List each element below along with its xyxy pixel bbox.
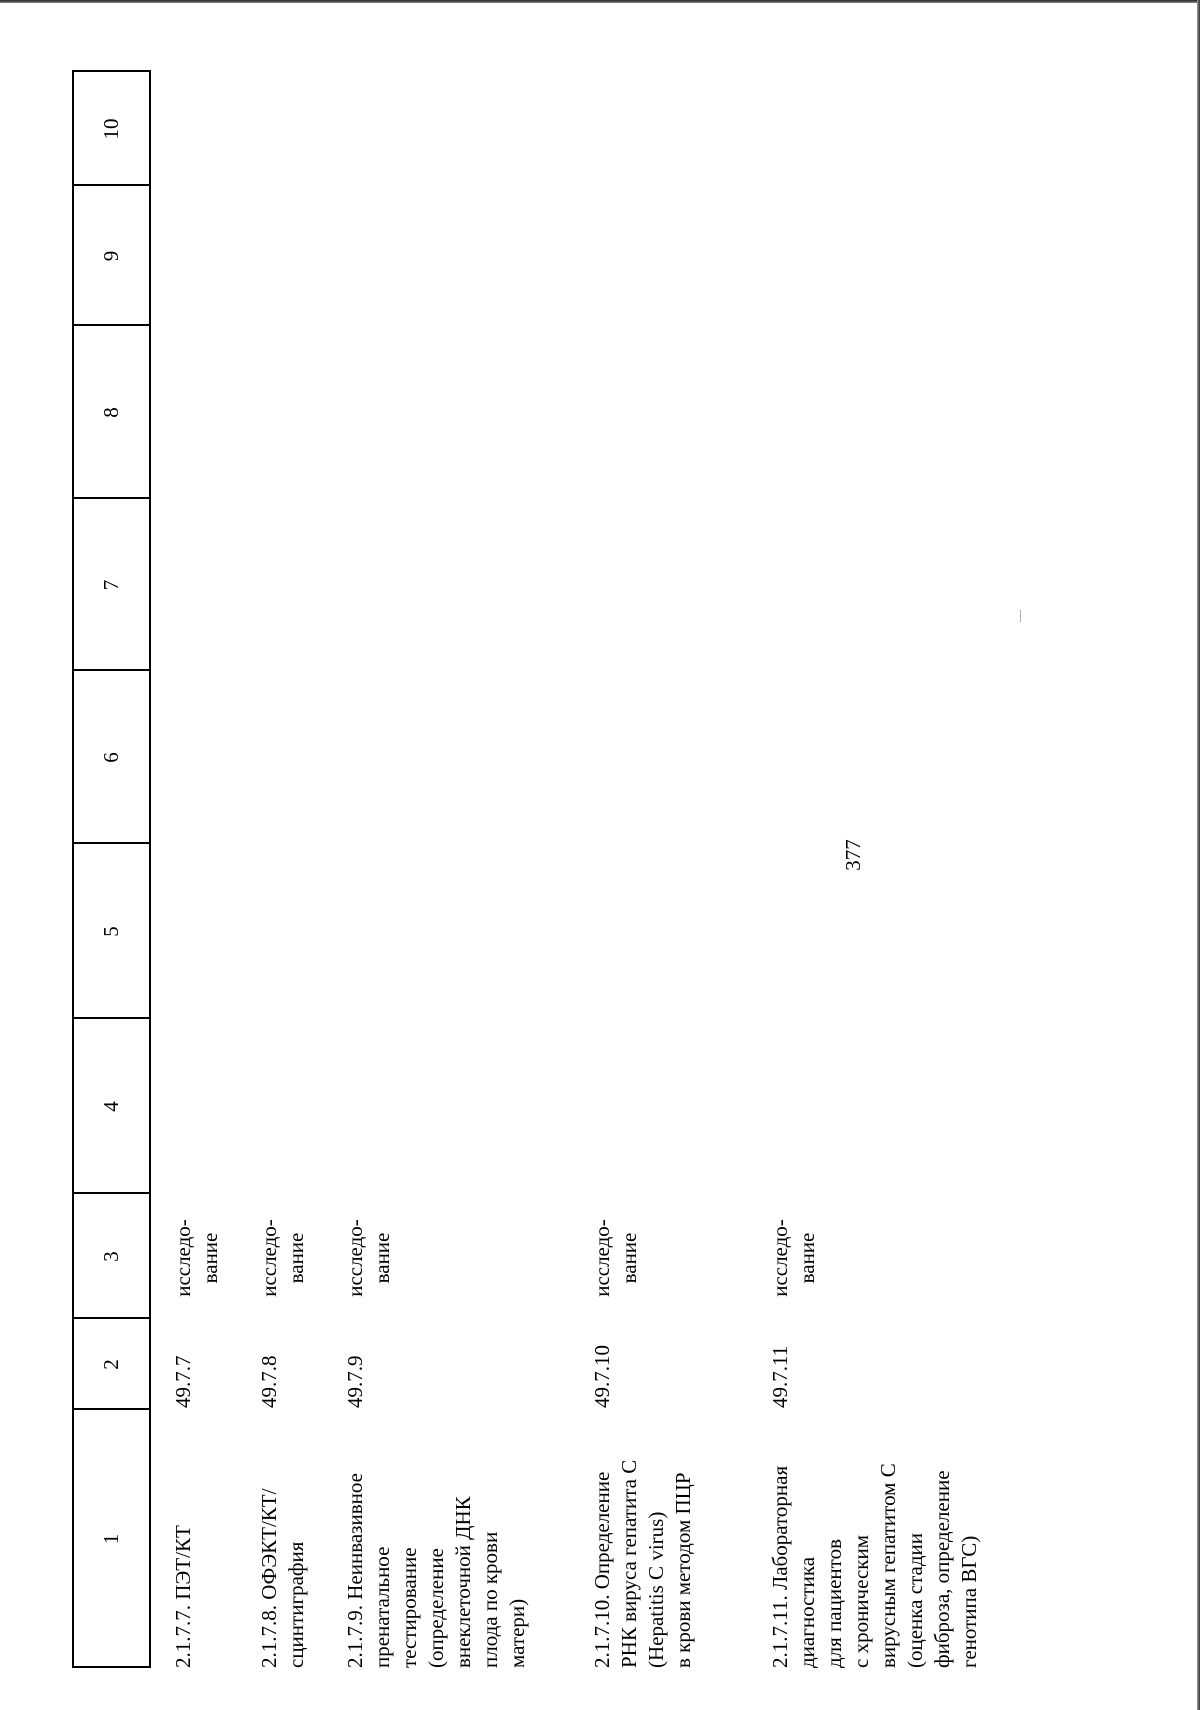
service-unit: исследо- вание (171, 1219, 222, 1297)
service-code: 49.7.7 (171, 1355, 195, 1408)
service-name: 2.1.7.11. Лабораторная диагностика для пациентов с хроническим вирусным гепатитом С (оценка стадии фиброза, определение генотипа ВГС) (768, 1463, 981, 1668)
column-header-8: 8 (98, 407, 123, 418)
service-name: 2.1.7.8. ОФЭКТ/КТ/ сцинтиграфия (257, 1488, 308, 1668)
column-header-2: 2 (98, 1359, 123, 1370)
column-header-4: 4 (98, 1101, 123, 1112)
service-unit: исследо- вание (768, 1219, 819, 1297)
column-header-3: 3 (98, 1251, 123, 1262)
column-header-9: 9 (98, 250, 123, 262)
service-code: 49.7.9 (343, 1355, 367, 1408)
service-name: 2.1.7.9. Неинвазивное пренатальное тестирование (определение внеклеточной ДНК плода по крови матери) (343, 1473, 529, 1668)
service-unit: исследо- вание (257, 1219, 308, 1297)
service-unit: исследо- вание (590, 1219, 641, 1297)
service-code: 49.7.10 (590, 1345, 614, 1408)
service-code: 49.7.8 (257, 1355, 281, 1408)
tariff-table (72, 70, 1200, 1668)
service-code: 49.7.11 (768, 1345, 792, 1408)
page-number: 377 (841, 839, 865, 871)
column-header-6: 6 (98, 752, 123, 763)
service-name: 2.1.7.10. Определение РНК вируса гепатита С (Hepatitis C virus) в крови методом ПЦР (590, 1459, 695, 1668)
column-header-5: 5 (98, 926, 123, 937)
column-header-7: 7 (98, 579, 123, 591)
service-unit: исследо- вание (343, 1219, 394, 1297)
column-header-10: 10 (98, 118, 123, 140)
column-header-1: 1 (98, 1533, 123, 1545)
service-name: 2.1.7.7. ПЭТ/КТ (171, 1525, 195, 1668)
